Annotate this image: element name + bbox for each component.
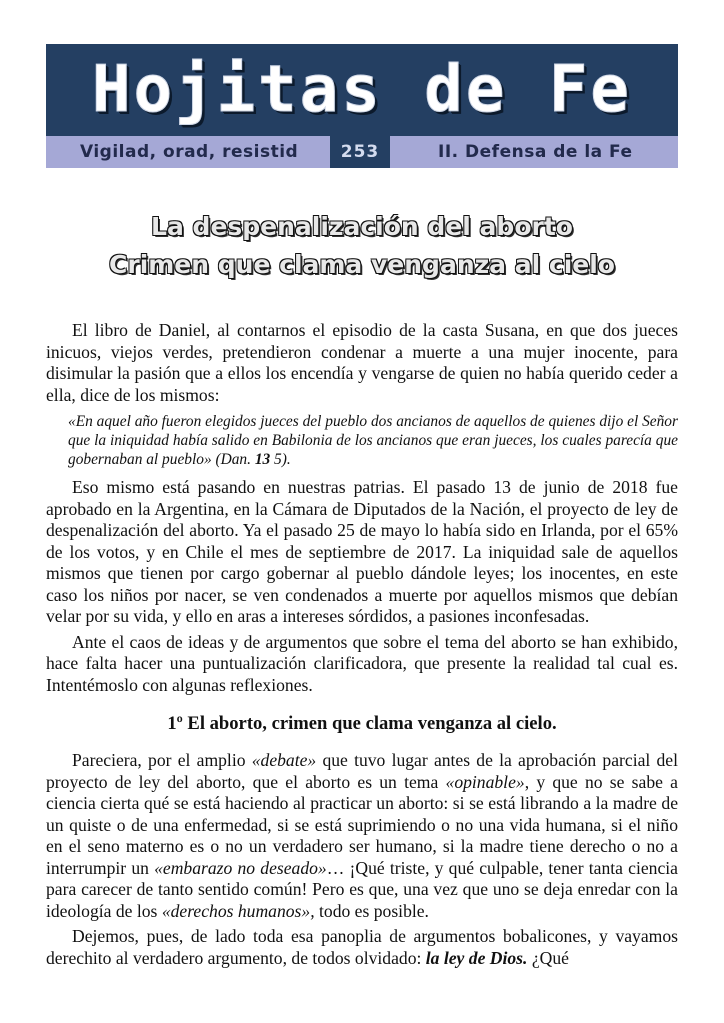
paragraph-4-text: que tuvo lugar antes de la aprobación parcial del proyecto de ley del aborto, que el aborto es un tema <box>46 750 678 792</box>
publication-motto: Vigilad, orad, resistid <box>80 142 299 162</box>
masthead-subbar <box>46 136 678 168</box>
article-title-line-1: La despenalización del aborto <box>151 212 573 241</box>
series-section: II. Defensa de la Fe <box>438 142 633 162</box>
paragraph-5-text: Dejemos, pues, de lado toda esa panoplia de argumentos bobalicones, y vayamos derechito al verdadero argumento, de todos olvidado: <box>46 926 678 968</box>
quote-verse: 5). <box>270 451 291 468</box>
paragraph-5-text: ¿Qué <box>527 947 569 968</box>
paragraph-4 <box>46 750 678 922</box>
paragraph-2: Eso mismo está pasando en nuestras patrias. El pasado 13 de junio de 2018 fue aprobado en la Argentina, en la Cámara de Diputados de la Nación, el proyecto de ley de despenalización del aborto. Ya el pasado 25 de mayo lo había sido en Irlanda, por el 65% de los votos, y en Chile el mes de septiembre de 2017. La iniquidad sale de aquellos mismos que tienen por cargo gobernar al pueblo dándole leyes; los inocentes, en este caso los niños por nacer, se ven condenados a muerte por aquellos mismos que debían velar por su vida, y ello en aras a intereses sórdidos, a pasiones inconfesadas. <box>46 477 678 626</box>
masthead <box>46 44 678 168</box>
paragraph-4-text: Pareciera, por el amplio <box>72 750 252 770</box>
article-title-line-2: Crimen que clama venganza al cielo <box>109 250 615 279</box>
quote-chapter: 13 <box>254 451 271 468</box>
paragraph-4-text: , y que no se sabe a ciencia cierta qué se está haciendo al practicar un aborto: si se está librando a la madre de un quiste o de una enfermedad, si se está suprimiendo o no una vida humana, si el niño en el seno materno es o no un verdadero ser humano, si la madre tiene derecho o no a interrumpir un <box>46 771 678 878</box>
section-heading-1: 1º El aborto, crimen que clama venganza al cielo. <box>167 713 557 734</box>
bible-quote <box>68 412 678 469</box>
paragraph-3: Ante el caos de ideas y de argumentos que sobre el tema del aborto se han exhibido, hace falta hacer una puntualización clarificadora, que presente la realidad tal cual es. Intentémoslo con algunas reflexiones. <box>46 631 678 695</box>
masthead-banner <box>46 44 678 136</box>
article-title <box>46 208 678 284</box>
term-debate: «debate» <box>251 750 317 770</box>
term-ley-de-dios: la ley de Dios. <box>425 947 528 968</box>
paragraph-4-text: … ¡Qué triste, y qué culpable, tener tanta ciencia para carecer de tanto sentido común! Pero es que, una vez que uno se deja enredar con la ideología de los <box>46 857 678 921</box>
term-opinable: «opinable» <box>445 771 525 792</box>
publication-title: Hojitas de Fe <box>92 53 632 127</box>
term-derechos-humanos: «derechos humanos», <box>161 900 315 921</box>
term-embarazo-no-deseado: «embarazo no deseado» <box>154 857 327 878</box>
issue-number: 253 <box>330 136 390 168</box>
article-body <box>46 320 678 973</box>
quote-text: «En aquel año fueron elegidos jueces del pueblo dos ancianos de aquellos de quienes dijo el Señor que la iniquidad había salido en Babilonia de los ancianos que eran jueces, los cuales parecía que gobernaban al pueblo» (Dan. <box>68 413 678 468</box>
paragraph-4-text: todo es posible. <box>314 900 429 921</box>
paragraph-1: El libro de Daniel, al contarnos el episodio de la casta Susana, en que dos jueces inicuos, viejos verdes, pretendieron condenar a muerte a una mujer inocente, para disimular la pasión que a ellos los encendía y vengarse de quien no había querido ceder a ella, dice de los mismos: <box>46 320 678 405</box>
paragraph-5 <box>46 926 678 969</box>
